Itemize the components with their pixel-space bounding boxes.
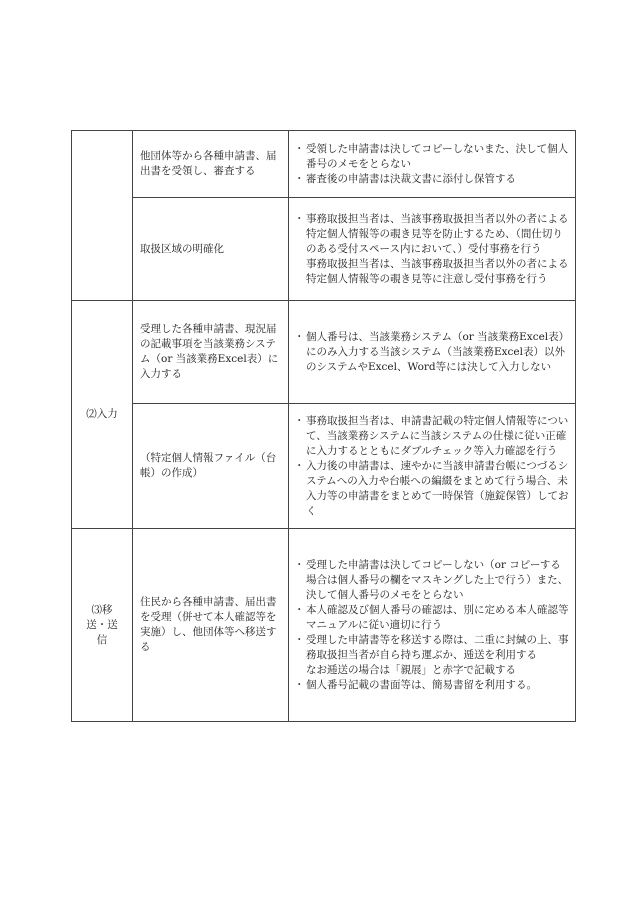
step-cell [72, 529, 133, 722]
task-cell [133, 301, 289, 404]
measure-item: ・ 事務取扱担当者は、当該事務取扱担当者以外の者による特定個人情報等の覗き見等を防止するため、（間仕切りのある受付スペース内において、）受付事務を行う [297, 212, 569, 257]
task-cell [133, 404, 289, 529]
table-row [72, 301, 576, 404]
table-row [72, 404, 576, 529]
task-text: 取扱区域の明確化 [140, 242, 224, 255]
task-text: 受理した各種申請書、現況届の記載事項を当該業務システム（or 当該業務Excel表）に入力する [140, 323, 279, 380]
table-row [72, 198, 576, 301]
step-label: ⑵入力 [86, 408, 118, 420]
measures-cell [289, 404, 576, 529]
measure-item: ・ 個人番号記載の書面等は、簡易書留を利用する。 [297, 678, 569, 693]
measure-continuation: なお逓送の場合は「親展」と赤字で記載する [306, 663, 516, 676]
measure-item: ・ 個人番号は、当該業務システム（or 当該業務Excel表）にのみ入力する当該システム（当該業務Excel表）以外のシステムやExcel、Word等には決して入力しない [297, 330, 569, 375]
step-label: ⑶移送・送信 [86, 603, 118, 646]
measure-item: ・ 事務取扱担当者は、申請書記載の特定個人情報等について、当該業務システムに当該システムの仕様に従い正確に入力するとともにダブルチェック等入力確認を行う [297, 414, 569, 459]
measures-cell [289, 529, 576, 722]
table-row [72, 131, 576, 198]
task-text: 他団体等から各種申請書、届出書を受領し、審査する [140, 150, 277, 177]
table-row [72, 529, 576, 722]
measures-cell [289, 301, 576, 404]
measure-item: ・ 審査後の申請書は決裁文書に添付し保管する [297, 172, 569, 187]
measure-continuation: 事務取扱担当者は、当該事務取扱担当者以外の者による特定個人情報等の覗き見等に注意し受付事務を行う [306, 257, 569, 285]
task-cell [133, 131, 289, 198]
task-cell [133, 529, 289, 722]
task-cell [133, 198, 289, 301]
measure-item: ・ 本人確認及び個人番号の確認は、別に定める本人確認等マニュアルに従い適切に行う [297, 603, 569, 633]
measure-item: ・ 受理した申請書等を移送する際は、二重に封緘の上、事務取扱担当者が自ら持ち運ぶか、逓送を利用する [297, 633, 569, 663]
measure-item: ・ 受理した申請書は決してコピーしない（or コピーする場合は個人番号の欄をマスキングした上で行う）また、決して個人番号のメモをとらない [297, 558, 569, 603]
measures-cell [289, 131, 576, 198]
measure-item: ・ 入力後の申請書は、速やかに当該申請書台帳につづるシステムへの入力や台帳への編綴をまとめて行う場合、未入力等の申請書をまとめて一時保管（施錠保管）しておく [297, 459, 569, 519]
measure-item: ・ 受領した申請書は決してコピーしないまた、決して個人番号のメモをとらない [297, 142, 569, 172]
step-cell [72, 301, 133, 529]
task-text: （特定個人情報ファイル（台帳）の作成） [140, 452, 277, 479]
step-cell [72, 131, 133, 301]
task-text: 住民から各種申請書、届出書を受理（併せて本人確認等を実施）し、他団体等へ移送する [140, 596, 277, 653]
procedure-table [71, 130, 576, 722]
measures-cell [289, 198, 576, 301]
